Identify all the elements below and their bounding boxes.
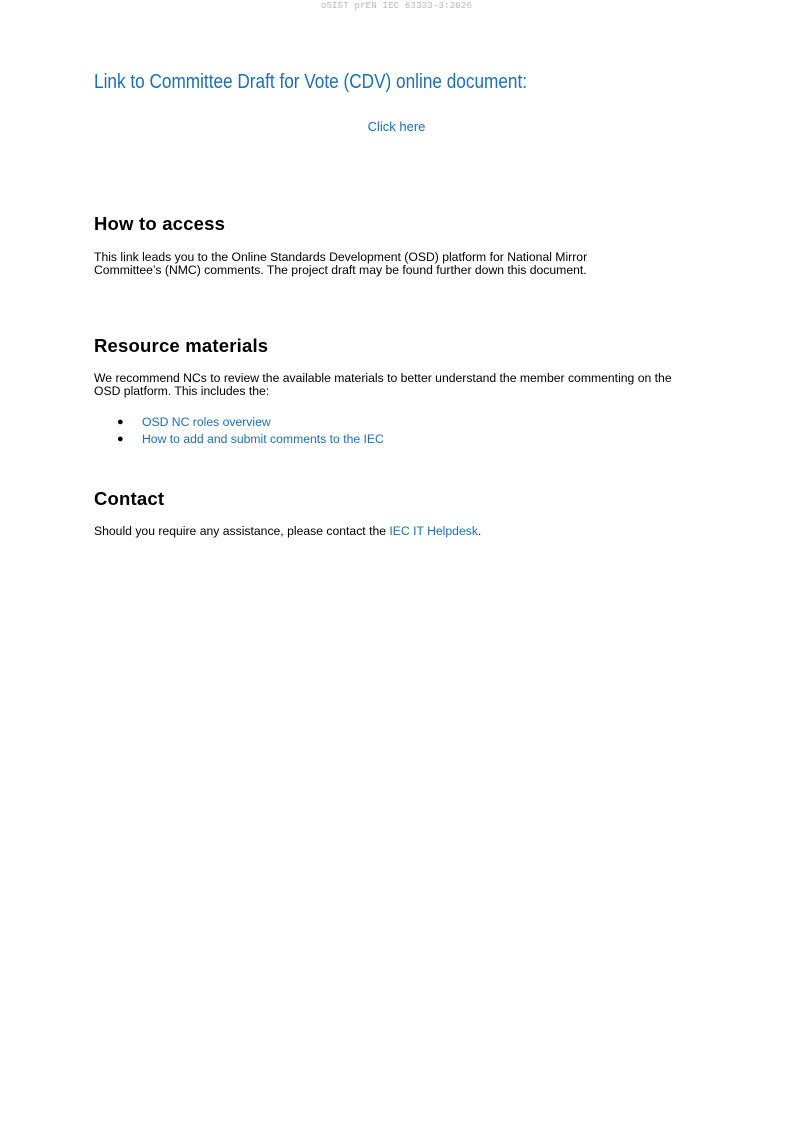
resource-materials-text: We recommend NCs to review the available materials to better understand the member commenting on the OSD platform. This includes the: xyxy=(94,371,672,398)
osd-nc-roles-link[interactable]: OSD NC roles overview xyxy=(142,415,271,429)
contact-text-suffix: . xyxy=(477,524,482,538)
click-here-link[interactable]: Click here xyxy=(367,119,426,134)
how-to-access-heading: How to access xyxy=(94,213,226,234)
bullet-icon: ● xyxy=(117,416,124,428)
document-watermark: oSIST prEN IEC 63333-3:2026 xyxy=(320,1,473,11)
resource-links-list xyxy=(94,414,384,448)
page-title: Link to Committee Draft for Vote (CDV) online document: xyxy=(94,71,528,93)
list-item xyxy=(94,431,384,448)
list-item xyxy=(94,414,384,431)
bullet-icon: ● xyxy=(117,433,124,445)
resource-materials-heading: Resource materials xyxy=(94,335,269,356)
submit-comments-link[interactable]: How to add and submit comments to the IEC xyxy=(142,432,384,446)
contact-text-prefix: Should you require any assistance, please contact the xyxy=(94,524,390,538)
iec-it-helpdesk-link[interactable]: IEC IT Helpdesk xyxy=(389,524,478,538)
contact-text xyxy=(94,525,704,538)
how-to-access-text: This link leads you to the Online Standards Development (OSD) platform for National Mirror Committee’s (NMC) comments. The project draft may be found further down this document. xyxy=(94,250,588,277)
contact-heading: Contact xyxy=(94,488,165,509)
